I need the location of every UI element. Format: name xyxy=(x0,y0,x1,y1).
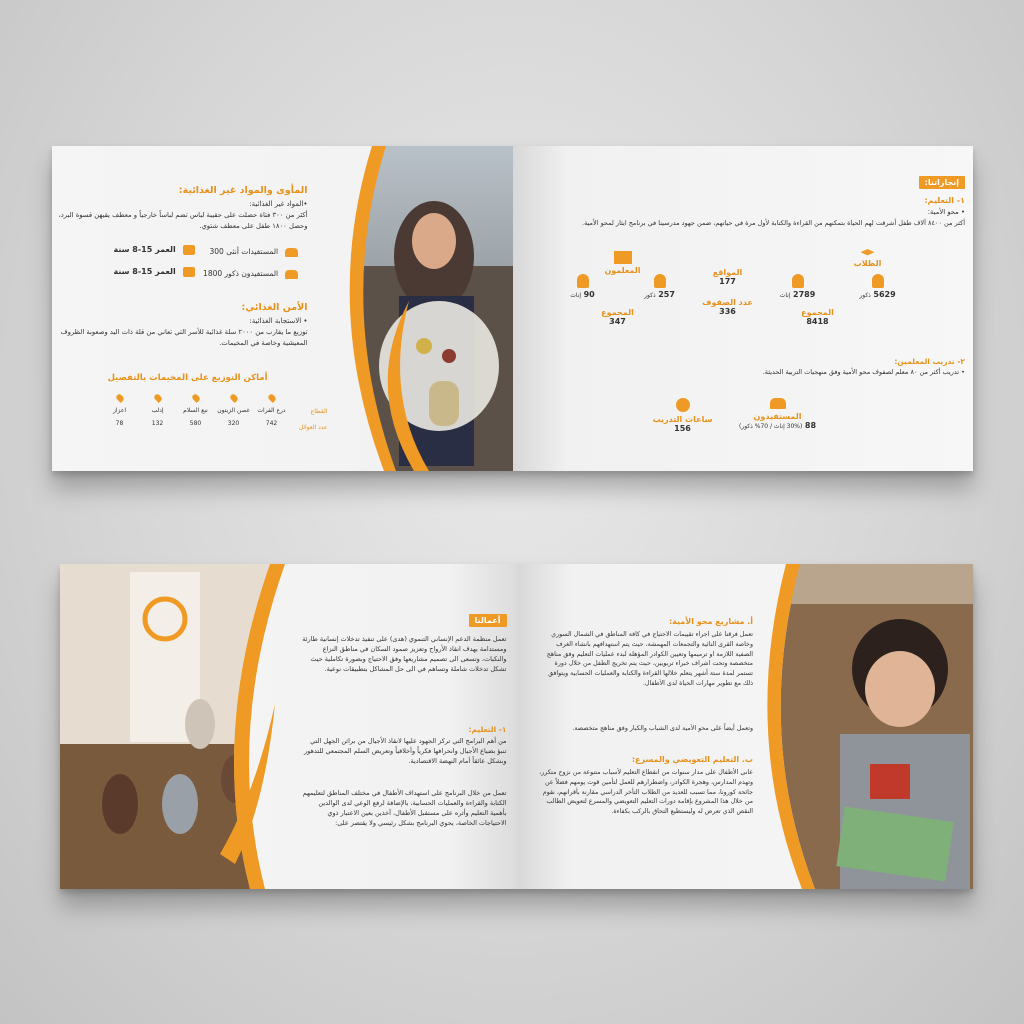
location-pin-icon xyxy=(115,393,125,403)
smiling-boy-photo xyxy=(760,564,973,889)
clock-icon xyxy=(676,398,690,412)
teacher-board-icon xyxy=(614,251,632,264)
literacy-projects-paragraph: تعمل فرقنا على اجراء تقييمات الاحتياج في كافة المناطق في الشمال السوري وخاصة القرى النائية والتجمعات المهمشة، حيث يتم استهدافهم بانشاء الغرف الصفية اللازمة او ترميمها وتعيين الكوادر المؤهلة لبدء عمليات التعليم وفق مناهج متخصصة وتحت اشراف خبراء تربويين، حيث يتم تخريج الطفل من خلال دورة تستمر لمدة ستة أشهر يتعلم خلالها القراءة والكتابة والعمليات الحسابية ويتوافق ذلك مع تطوير مهارات الحياة لدى الأطفال. xyxy=(546,631,753,687)
literacy-adults-paragraph: وتعمل أيضاً على محو الأمية لدى الشباب والكبار وفق مناهج متخصصة. xyxy=(572,725,753,732)
group-icon xyxy=(285,270,298,279)
food-heading: الأمن الغذائي: xyxy=(241,302,308,313)
compensatory-paragraph: عانى الأطفال على مدار سنوات من انقطاع التعليم لأسباب متنوعة من نزوح متكرر، وتهدم المدارس، وهجرة الكوادر، واضطرارهم للعمل لتأمين قوت يومهم فضلاً عن جائحة كورونا، مما تسبب للعديد من الطلاب التأخر الدراسي مقارنة بأقرانهم، نقوم من خلال هذا المشروع بإقامة دورات التعليم التعويضي والمسرع لتعويض الطالب النقص الذي تعرض له وليستطيع التحاق بالركب بكفاءة. xyxy=(539,769,753,815)
location-families: 132 xyxy=(151,420,164,427)
trainees-stat: المستفيدون 88 (30% إناث / 70% ذكور) xyxy=(728,398,828,430)
location-pin-icon xyxy=(153,393,163,403)
location-families: 580 xyxy=(189,420,202,427)
location-name: إدلب xyxy=(151,407,164,414)
age-range-1: العمر 15-8 سنة xyxy=(113,244,194,256)
education-heading-2: ١- التعليم: xyxy=(468,725,507,734)
students-male: 5629 ذكور xyxy=(843,274,913,299)
literacy-paragraph: أكثر من ٨٤٠٠ آلاف طفل أشرقت لهم الحياة بتمكنهم من القراءة والكتابة لأول مرة في حياتهم، ضمن جهود مدرسينا في برنامج ايثار لمحو الأمية. xyxy=(582,219,965,227)
intro-paragraph: تعمل منظمة الدعم الإنساني التنموي (هدى) على تنفيذ تدخلات إنسانية طارئة ومستدامة بهدف انقاذ الأرواح وتعزيز صمود السكان في مناطق النزاع والنكبات، وتسعى الى تصميم مشاريعها وفق الاحتياج وبصورة تكاملية حيث تشكل تدخلات شاملة وتساهم في الى حل المشاكل بتطبيقات نوعية. xyxy=(302,635,507,674)
our-work-tag: أعمالنا xyxy=(469,614,507,627)
beneficiaries-male: المستفيدون ذكور 1800 xyxy=(203,268,297,280)
families-row-label: عدد العوائل xyxy=(298,424,328,431)
distribution-location-2 xyxy=(178,394,214,427)
teachers-stat: المعلمون xyxy=(588,251,658,275)
location-families: 78 xyxy=(115,420,124,427)
location-pin-icon xyxy=(229,393,239,403)
nfi-paragraph: أكثر من ٣٠٠ فتاة حصلت على حقيبة لباس تضم لباساً خارجياً و معطف يقيهن قسوة البرد، وحصل ١٨٠٠ طفل على معطف شتوي. xyxy=(58,211,308,230)
food-subheading: • الاستجابة الغذائية: xyxy=(249,317,308,325)
training-hours-stat: ساعات التدريب 156 xyxy=(643,398,723,433)
compensatory-heading: ب. التعليم التعويضي والمسرع: xyxy=(631,755,753,764)
distribution-heading: أماكن التوزيع على المخيمات بالتفصيل xyxy=(107,373,268,383)
classroom-children-photo xyxy=(60,564,300,889)
achievements-tag: إنجازاتنا: xyxy=(919,176,965,189)
location-name: درع الفرات xyxy=(257,407,286,414)
sector-row-label: القطاع xyxy=(310,408,328,415)
distribution-location-1 xyxy=(216,394,252,427)
student-icon xyxy=(872,274,884,288)
teacher-icon xyxy=(577,274,589,288)
booklet-spread-bottom xyxy=(60,564,973,889)
teachers-male: 257 ذكور xyxy=(625,274,695,299)
teachers-female: 90 إناث xyxy=(548,274,618,299)
distribution-location-3 xyxy=(140,394,176,427)
age-icon xyxy=(183,245,195,255)
education-paragraph-1: من أهم البرامج التي تركز الجهود عليها لانقاذ الأجيال من براثن الجهل التي تنبؤ بضياع الأجيال وانحرافها فكرياً وأخلاقياً وتعريض السلم المجتمعي للتدهور وبشكل عائقاً أمام النهضة الاقتصادية. xyxy=(304,737,507,766)
literacy-subheading: • محو الأمية: xyxy=(927,208,965,216)
education-paragraph-2: تعمل من خلال البرنامج على استهداف الأطفال في مختلف المناطق لتعليمهم الكتابة والقراءة والعمليات الحسابية، بالإضافة لرفع الوعي لدى الوالدين بأهمية التعليم وأثره على مستقبل الأطفال، آخذين بعين الاعتبار ذوي الاحتياجات الخاصة، يحوي البرنامج بشكل رئيسي ولا يقتصر على: xyxy=(302,789,507,828)
sites-stat: المواقع 177 xyxy=(712,268,743,286)
group-icon xyxy=(770,398,786,409)
group-icon xyxy=(285,248,298,257)
teacher-icon xyxy=(654,274,666,288)
distribution-table xyxy=(98,394,328,434)
location-pin-icon xyxy=(267,393,277,403)
location-families: 742 xyxy=(265,420,278,427)
age-icon xyxy=(183,267,195,277)
nfi-subheading: •المواد غير الغذائية: xyxy=(249,200,308,208)
students-total: المجموع 8418 xyxy=(801,308,834,326)
education-heading: ١- التعليم: xyxy=(924,196,965,205)
graduation-cap-icon xyxy=(861,249,875,257)
beneficiaries-female: المستفيدات أنثى 300 xyxy=(210,246,298,258)
distribution-location-4 xyxy=(102,394,138,427)
location-families: 320 xyxy=(227,420,240,427)
booklet-spread-top xyxy=(52,146,973,471)
girl-with-food-bag-photo xyxy=(314,146,514,471)
spread1-right-page xyxy=(513,146,974,471)
teachers-total: المجموع 347 xyxy=(601,308,634,326)
shelter-heading: المأوى والمواد غير الغذائية: xyxy=(178,185,308,196)
distribution-location-0 xyxy=(254,394,290,427)
literacy-projects-heading: أ. مشاريع محو الأمية: xyxy=(668,617,753,626)
food-paragraph: توزيع ما يقارب من ٢٠٠٠ سلة غذائية للأسر التي تعاني من قلة ذات اليد وصعوبة الظروف المعيشية وخاصة في المخيمات. xyxy=(60,328,308,347)
training-paragraph: • تدريب أكثر من ٨٠ معلم لصفوف محو الأمية وفق منهجيات التربية الحديثة. xyxy=(762,368,965,376)
location-name: نبع السلام xyxy=(183,407,208,414)
classes-stat: عدد الصفوف 336 xyxy=(702,298,753,316)
students-stat: الطلاب xyxy=(828,249,908,268)
location-pin-icon xyxy=(191,393,201,403)
age-range-2: العمر 15-8 سنة xyxy=(113,266,194,278)
students-female: 2789 إناث xyxy=(763,274,833,299)
student-icon xyxy=(792,274,804,288)
location-name: غصن الزيتون xyxy=(217,407,250,414)
location-name: اعزاز xyxy=(112,407,127,414)
training-heading: ٢- تدريب المعلمين: xyxy=(894,357,965,366)
